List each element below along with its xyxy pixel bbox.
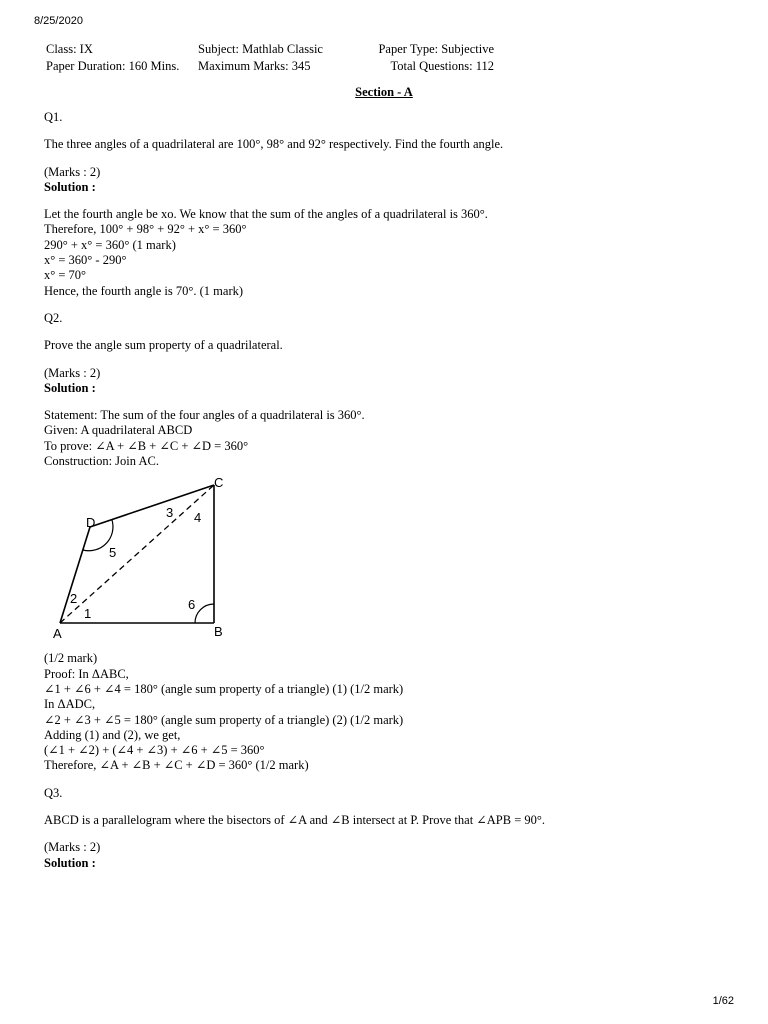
q1-line: Hence, the fourth angle is 70°. (1 mark) — [44, 283, 244, 298]
q2-line: Construction: Join AC. — [44, 454, 159, 469]
q1-line: x° = 360° - 290° — [44, 253, 127, 268]
q3-label: Q3. — [44, 785, 63, 800]
q1-line: x° = 70° — [44, 268, 87, 283]
max-marks-label: Maximum Marks: 345 — [198, 58, 311, 73]
vertex-label-b: B — [214, 624, 223, 640]
q1-solution-label: Solution : — [44, 179, 96, 194]
q2-line: Therefore, ∠A + ∠B + ∠C + ∠D = 360° (1/2 mark) — [44, 758, 309, 773]
angle-number-4: 4 — [194, 510, 202, 526]
q2-solution-label: Solution : — [44, 380, 96, 395]
vertex-label-d: D — [86, 515, 96, 531]
q2-line: In ΔADC, — [44, 697, 96, 712]
class-label: Class: IX — [46, 42, 93, 56]
q1-line: Let the fourth angle be xo. We know that the sum of the angles of a quadrilateral is 360°. — [44, 207, 488, 222]
vertex-label-a: A — [53, 626, 62, 642]
q2-label: Q2. — [44, 310, 63, 325]
paper-meta — [46, 41, 494, 74]
q2-line: (∠1 + ∠2) + (∠4 + ∠3) + ∠6 + ∠5 = 360° — [44, 743, 265, 758]
quadrilateral-figure — [48, 471, 238, 651]
q3-marks: (Marks : 2) — [44, 840, 101, 855]
angle-number-3: 3 — [166, 505, 174, 521]
angle-number-2: 2 — [70, 591, 78, 607]
q2-line: Statement: The sum of the four angles of a quadrilateral is 360°. — [44, 408, 365, 423]
subject-label: Subject: Mathlab Classic — [198, 42, 323, 56]
q2-line: Adding (1) and (2), we get, — [44, 727, 181, 742]
duration-label: Paper Duration: 160 Mins. — [46, 58, 180, 73]
q1-line: 290° + x° = 360° (1 mark) — [44, 237, 176, 252]
angle-number-1: 1 — [84, 606, 92, 622]
q2-line: ∠2 + ∠3 + ∠5 = 180° (angle sum property of a triangle) (2) (1/2 mark) — [44, 712, 404, 727]
q2-line: To prove: ∠A + ∠B + ∠C + ∠D = 360° — [44, 438, 249, 453]
angle-arc-b — [195, 604, 214, 623]
q1-marks: (Marks : 2) — [44, 164, 101, 179]
q2-line: ∠1 + ∠6 + ∠4 = 180° (angle sum property of a triangle) (1) (1/2 mark) — [44, 681, 404, 696]
q3-text: ABCD is a parallelogram where the bisectors of ∠A and ∠B intersect at P. Prove that ∠APB = 90°. — [44, 813, 546, 828]
q2-marks: (Marks : 2) — [44, 365, 101, 380]
q1-line: Therefore, 100° + 98° + 92° + x° = 360° — [44, 222, 247, 237]
total-questions-label: Total Questions: 112 — [390, 58, 494, 73]
question-content — [44, 110, 734, 871]
angle-number-5: 5 — [109, 545, 117, 561]
angle-number-6: 6 — [188, 597, 196, 613]
q2-line: Proof: In ΔABC, — [44, 666, 129, 681]
q3-solution-label: Solution : — [44, 855, 96, 870]
page-number: 1/62 — [712, 995, 734, 1007]
q1-text: The three angles of a quadrilateral are 100°, 98° and 92° respectively. Find the fourth angle. — [44, 137, 504, 152]
print-date: 8/25/2020 — [34, 15, 83, 27]
vertex-label-c: C — [214, 475, 224, 491]
q2-line: (1/2 mark) — [44, 651, 98, 666]
q2-text: Prove the angle sum property of a quadrilateral. — [44, 338, 283, 353]
paper-type-label: Paper Type: Subjective — [378, 42, 494, 56]
q1-label: Q1. — [44, 110, 63, 124]
section-title: Section - A — [355, 85, 413, 99]
q2-line: Given: A quadrilateral ABCD — [44, 423, 193, 438]
